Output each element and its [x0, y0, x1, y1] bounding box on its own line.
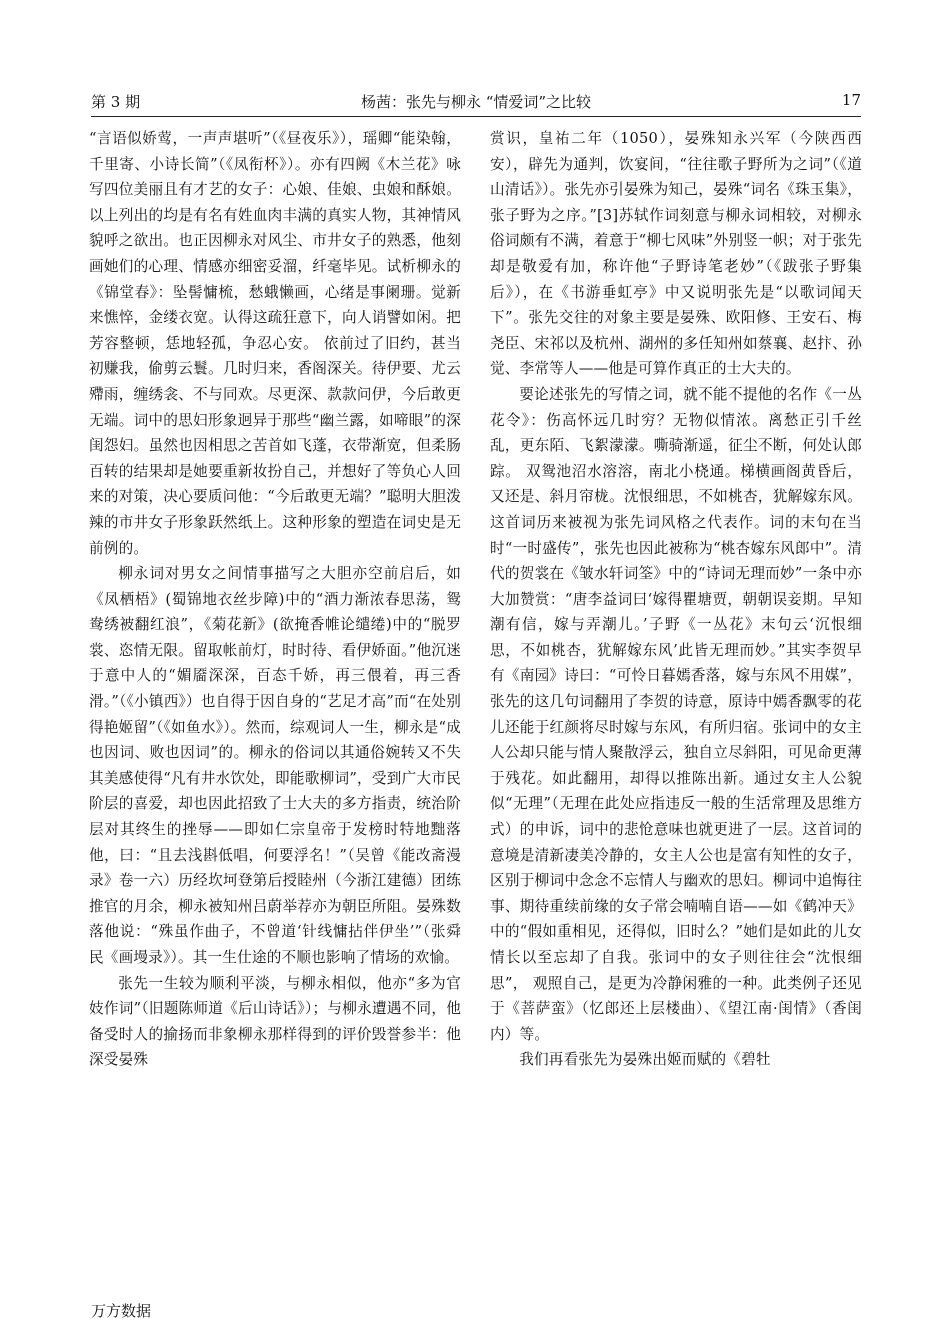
paragraph: 柳永词对男女之间情事描写之大胆亦空前启后，如《凤栖梧》(蜀锦地衣丝步障)中的“酒力渐浓春思荡，鸳鸯绣被翻红浪”，《菊花新》(欲掩香帷论缱绻)中的“脱罗裳、恣情无限。留取帐前灯，时时待、看伊娇面。”他沉迷于意中人的“媚靥深深，百态千娇，再三偎着，再三香滑。”（《小镇西》）也自得于因自身的“艺足才高”而“在处别得艳姬留”（《如鱼水》）。然而，综观词人一生，柳永是“成也因词、败也因词”的。柳永的俗词以其通俗婉转又不失其美感使得“凡有井水饮处，即能歌柳词”，受到广大市民阶层的喜爱，却也因此招致了士大夫的多方指责，统治阶层对其终生的挫辱——即如仁宗皇帝于发榜时特地黜落他，曰：“且去浅斟低唱，何要浮名！”（吴曾《能改斋漫录》卷一六）历经坎坷登第后授睦州（今浙江建德）团练推官的月余，柳永被知州吕蔚举荐亦为朝臣所阻。晏殊数落他说：“殊虽作曲子，不曾道‘针线慵拈伴伊坐’”（张舜民《画墁录》）。其一生仕途的不顺也影响了情场的欢愉。: [89, 565, 461, 966]
running-header: [91, 91, 861, 115]
paragraph: 要论述张先的写情之词，就不能不提他的名作《一丛花令》：伤高怀远几时穷？无物似情浓。离愁正引千丝乱，更东陌、飞絮濛濛。嘶骑渐遥，征尘不断，何处认郎踪。 双鸳池沼水溶溶，南北小桡通。梯横画阁黄昏后，又还是、斜月帘栊。沈恨细思，不如桃杏，犹解嫁东风。这首词历来被视为张先词风格之代表作。词的末句在当时“一时盛传”，张先也因此被称为“桃杏嫁东风郎中”。清代的贺裳在《皱水轩词筌》中的“诗词无理而妙”一条中亦大加赞赏：“唐李益词曰‘嫁得瞿塘贾，朝朝误妾期。早知潮有信，嫁与弄潮儿。’子野《一丛花》末句云‘沉恨细思，不如桃杏，犹解嫁东风’此皆无理而妙。”其实李贺早有《南园》诗曰：“可怜日暮嫣香落，嫁与东风不用媒”，张先的这几句词翻用了李贺的诗意，原诗中嫣香飘零的花儿还能于红颜将尽时嫁与东风，有所归宿。张词中的女主人公却只能与情人聚散浮云，独自立尽斜阳，可见命更薄于残花。如此翻用，却得以推陈出新。通过女主人公貌似“无理”（无理在此处应指违反一般的生活常理及思维方式）的申诉，词中的悲怆意味也就更进了一层。这首词的意境是清新凄美冷静的，女主人公也是富有知性的女子，区别于柳词中念念不忘情人与幽欢的思妇。柳词中追悔往事、期待重续前缘的女子常会喃喃自语——如《鹤冲天》中的“假如重相见，还得似，旧时么？”她们是如此的儿女情长以至忘却了自我。张词中的女子则往往会“沈恨细思”， 观照自己，是更为冷静闲雅的一种。此类例子还见于《菩萨蛮》（忆郎还上层楼曲）、《望江南·闺情》（香闺内）等。: [490, 385, 862, 1043]
issue-number: 第 3 期: [91, 93, 141, 111]
right-column: [490, 126, 862, 1073]
paragraph: 我们再看张先为晏殊出姬而赋的《碧牡: [519, 1051, 771, 1069]
paragraph: “言语似娇莺，一声声堪听”（《昼夜乐》），瑶卿“能染翰，千里寄、小诗长简”（《凤衔杯》）。亦有四阙《木兰花》咏写四位美丽且有才艺的女子：心娘、佳娘、虫娘和酥娘。以上列出的均是有名有姓血肉丰满的真实人物，其神情风貌呼之欲出。也正因柳永对风尘、市井女子的熟悉，他刻画她们的心理、情感亦细密妥溜，纤毫毕见。试析柳永的《锦堂春》：坠髻慵梳，愁蛾懒画，心绪是事阑珊。觉新来憔悴，金缕衣宽。认得这疏狂意下，向人诮譬如闲。把芳容整顿，恁地轻孤，争忍心安。 依前过了旧约，甚当初赚我，偷剪云鬟。几时归来，香阁深关。待伊要、尤云殢雨，缠绣衾、不与同欢。尽更深、款款问伊，今后敢更无端。词中的思妇形象迥异于那些“幽兰露，如啼眼”的深闺怨妇。虽然也因相思之苦首如飞蓬，衣带渐宽，但柔肠百转的结果却是她要重新妆扮自己，并想好了等负心人回来的对策，决心要质问他：“今后敢更无端？”聪明大胆泼辣的市井女子形象跃然纸上。这种形象的塑造在词史是无前例的。: [89, 130, 461, 557]
left-column: [89, 126, 461, 1073]
watermark: 万方数据: [91, 1302, 152, 1320]
header-rule: [91, 116, 861, 117]
paragraph: 张先一生较为顺利平淡，与柳永相似，他亦“多为官妓作词”（旧题陈师道《后山诗话》）；与柳永遭遇不同，他备受时人的揄扬而非象柳永那样得到的评价毁誉参半：他深受晏殊: [89, 974, 461, 1069]
article-title: 杨茜：张先与柳永 “情爱词”之比较: [360, 93, 592, 111]
page-number: 17: [841, 91, 861, 109]
paragraph: 赏识，皇祐二年（1050），晏殊知永兴军（今陕西西安），辟先为通判，饮宴间，“往往歌子野所为之词”（《道山清话》）。张先亦引晏殊为知己，晏殊“词名《珠玉集》，张子野为之序。”[3]苏轼作词刻意与柳永词相较，对柳永俗词颇有不满，着意于“柳七风味”外别竖一帜；对于张先却是敬爱有加，称许他“子野诗笔老妙”（《跋张子野集后》），在《书游垂虹亭》中又说明张先是“以歌词闻天下”。张先交往的对象主要是晏殊、欧阳修、王安石、梅尧臣、宋祁以及杭州、湖州的多任知州如蔡襄、赵抃、孙觉、李常等人——他是可算作真正的士大夫的。: [490, 130, 862, 378]
